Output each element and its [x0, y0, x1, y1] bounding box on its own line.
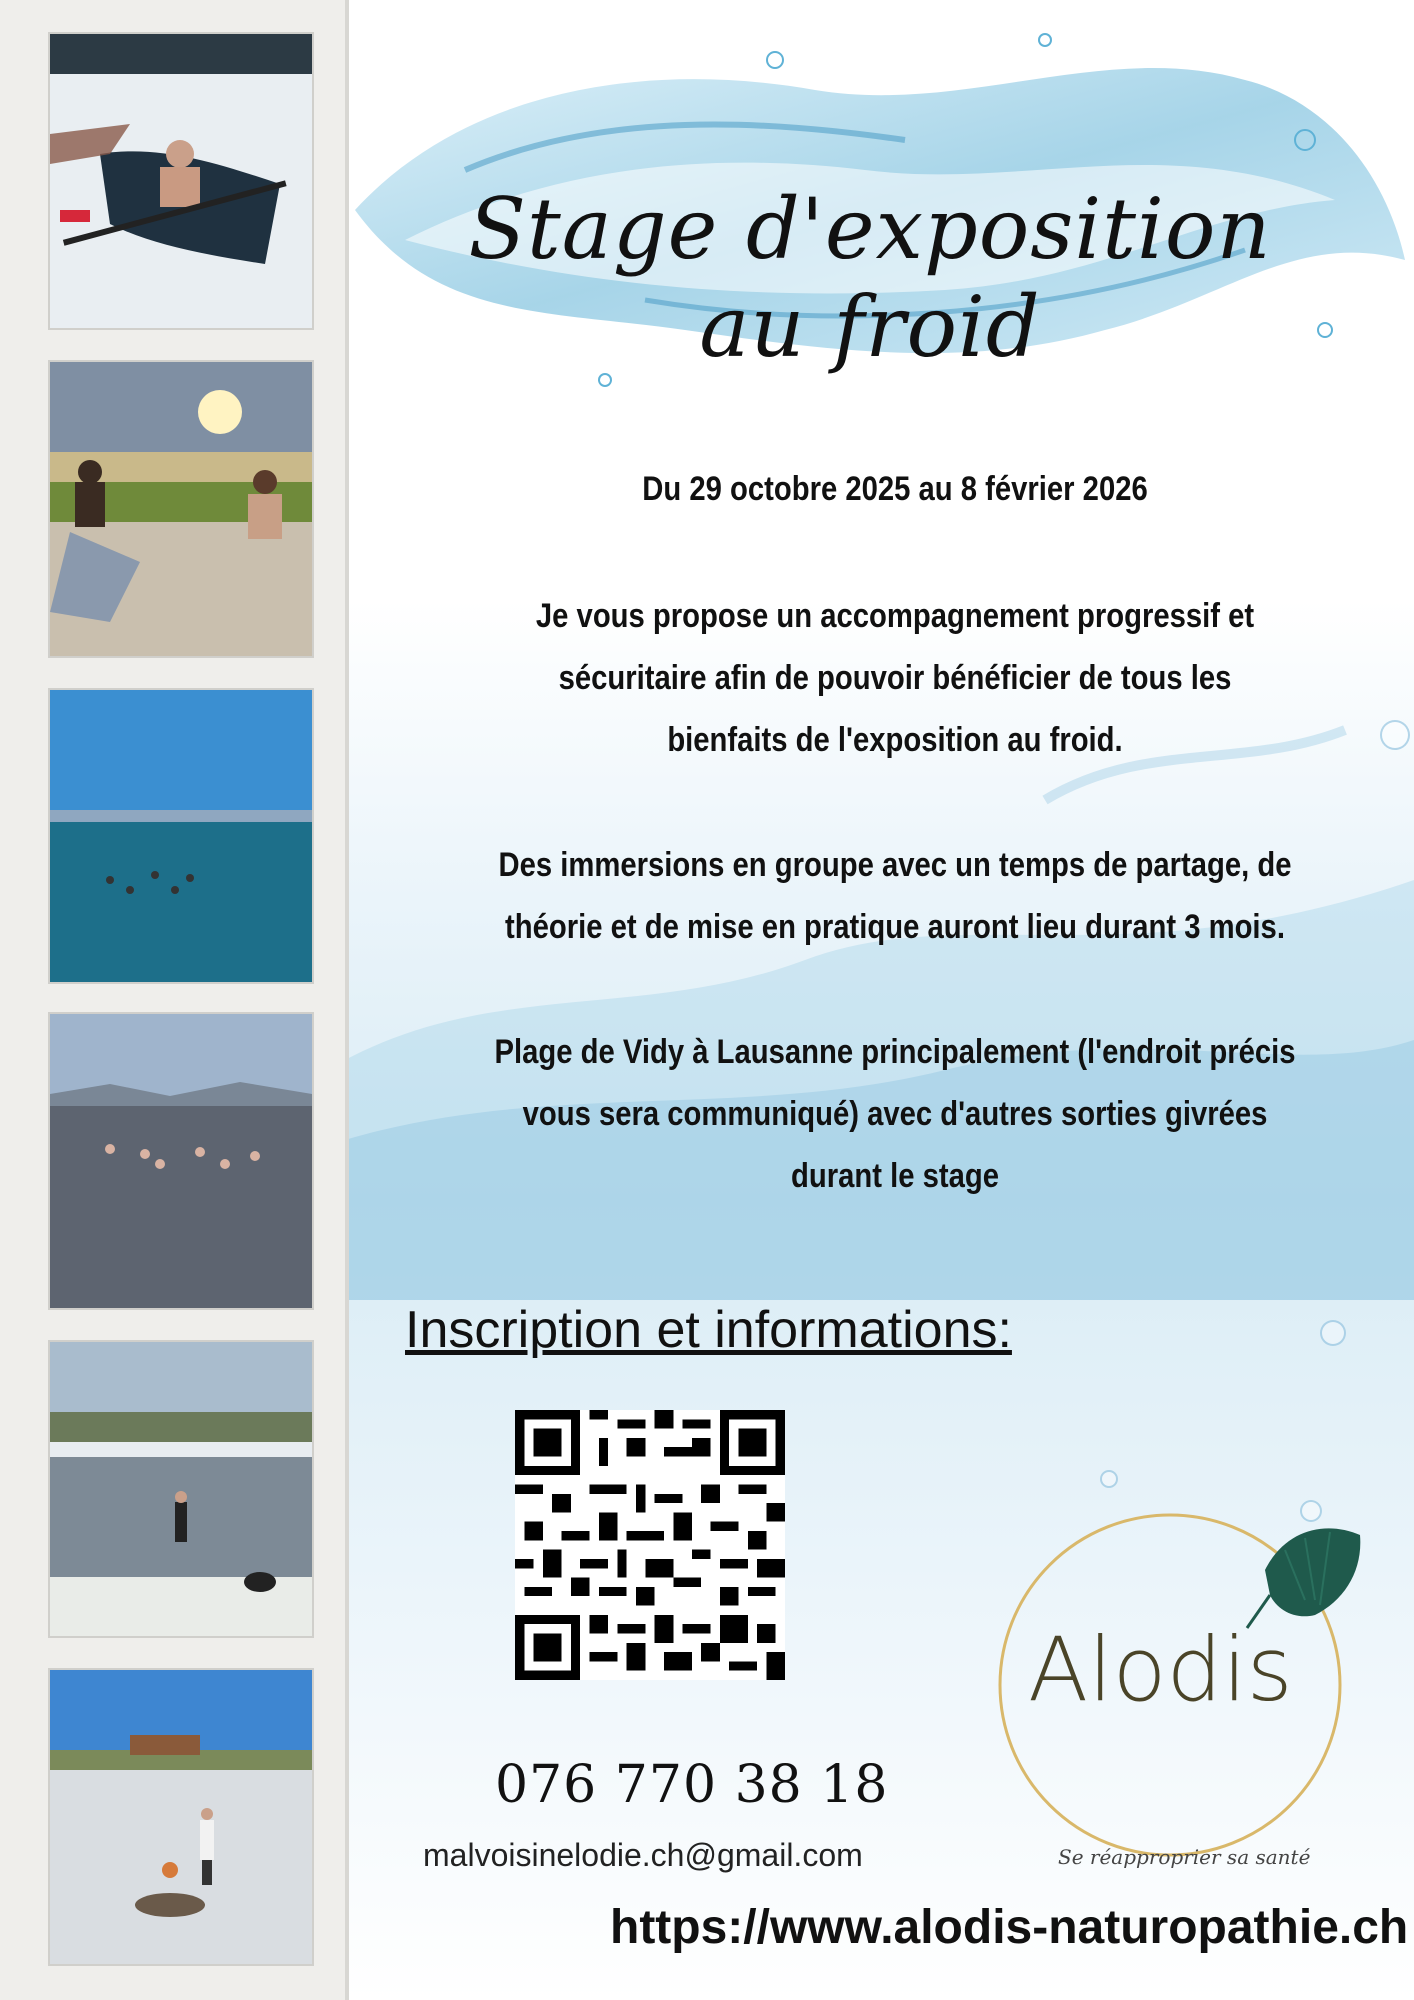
paragraph-line: Plage de Vidy à Lausanne principalement (l'endroit précis — [494, 1033, 1296, 1071]
lake-group-photo — [48, 1012, 314, 1310]
paragraph-line: Je vous propose un accompagnement progressif et — [535, 597, 1255, 635]
email-link[interactable]: malvoisinelodie.ch@gmail.com — [423, 1837, 863, 1873]
logo-name: Alodis — [1028, 1618, 1293, 1721]
water-drop — [1100, 1470, 1118, 1488]
phone-number[interactable]: 076 770 38 18 — [495, 1755, 889, 1815]
ice-hole-bath-photo — [48, 32, 314, 330]
frozen-lake-photo — [48, 1668, 314, 1966]
inscription-heading: Inscription et informations: — [405, 1301, 1012, 1359]
page-title: Stage d'exposition au froid — [468, 180, 1272, 376]
paragraph-immersions — [482, 834, 1308, 958]
website-link[interactable]: https://www.alodis-naturopathie.ch — [610, 1901, 1409, 1954]
beach-sunset-photo — [48, 360, 314, 658]
paragraph-intro — [482, 585, 1308, 771]
lake-swimmers-photo — [48, 688, 314, 984]
paragraph-line: durant le stage — [791, 1157, 999, 1195]
paragraph-line: théorie et de mise en pratique auront lieu durant 3 mois. — [505, 908, 1285, 946]
snowy-lake-photo — [48, 1340, 314, 1638]
paragraph-location — [482, 1021, 1308, 1207]
dates-text: Du 29 octobre 2025 au 8 février 2026 — [642, 470, 1148, 508]
paragraph-line: sécuritaire afin de pouvoir bénéficier de tous les — [558, 659, 1232, 697]
water-background — [345, 680, 1414, 1300]
logo-tagline: Se réapproprier sa santé — [1058, 1845, 1311, 1869]
paragraph-line: Des immersions en groupe avec un temps de partage, de — [498, 846, 1292, 884]
water-drop — [1380, 720, 1410, 750]
paragraph-line: bienfaits de l'exposition au froid. — [667, 721, 1123, 759]
qr-code-icon[interactable] — [515, 1410, 785, 1680]
water-drop — [1320, 1320, 1346, 1346]
paragraph-line: vous sera communiqué) avec d'autres sorties givrées — [522, 1095, 1268, 1133]
photo-sidebar — [0, 0, 349, 2000]
